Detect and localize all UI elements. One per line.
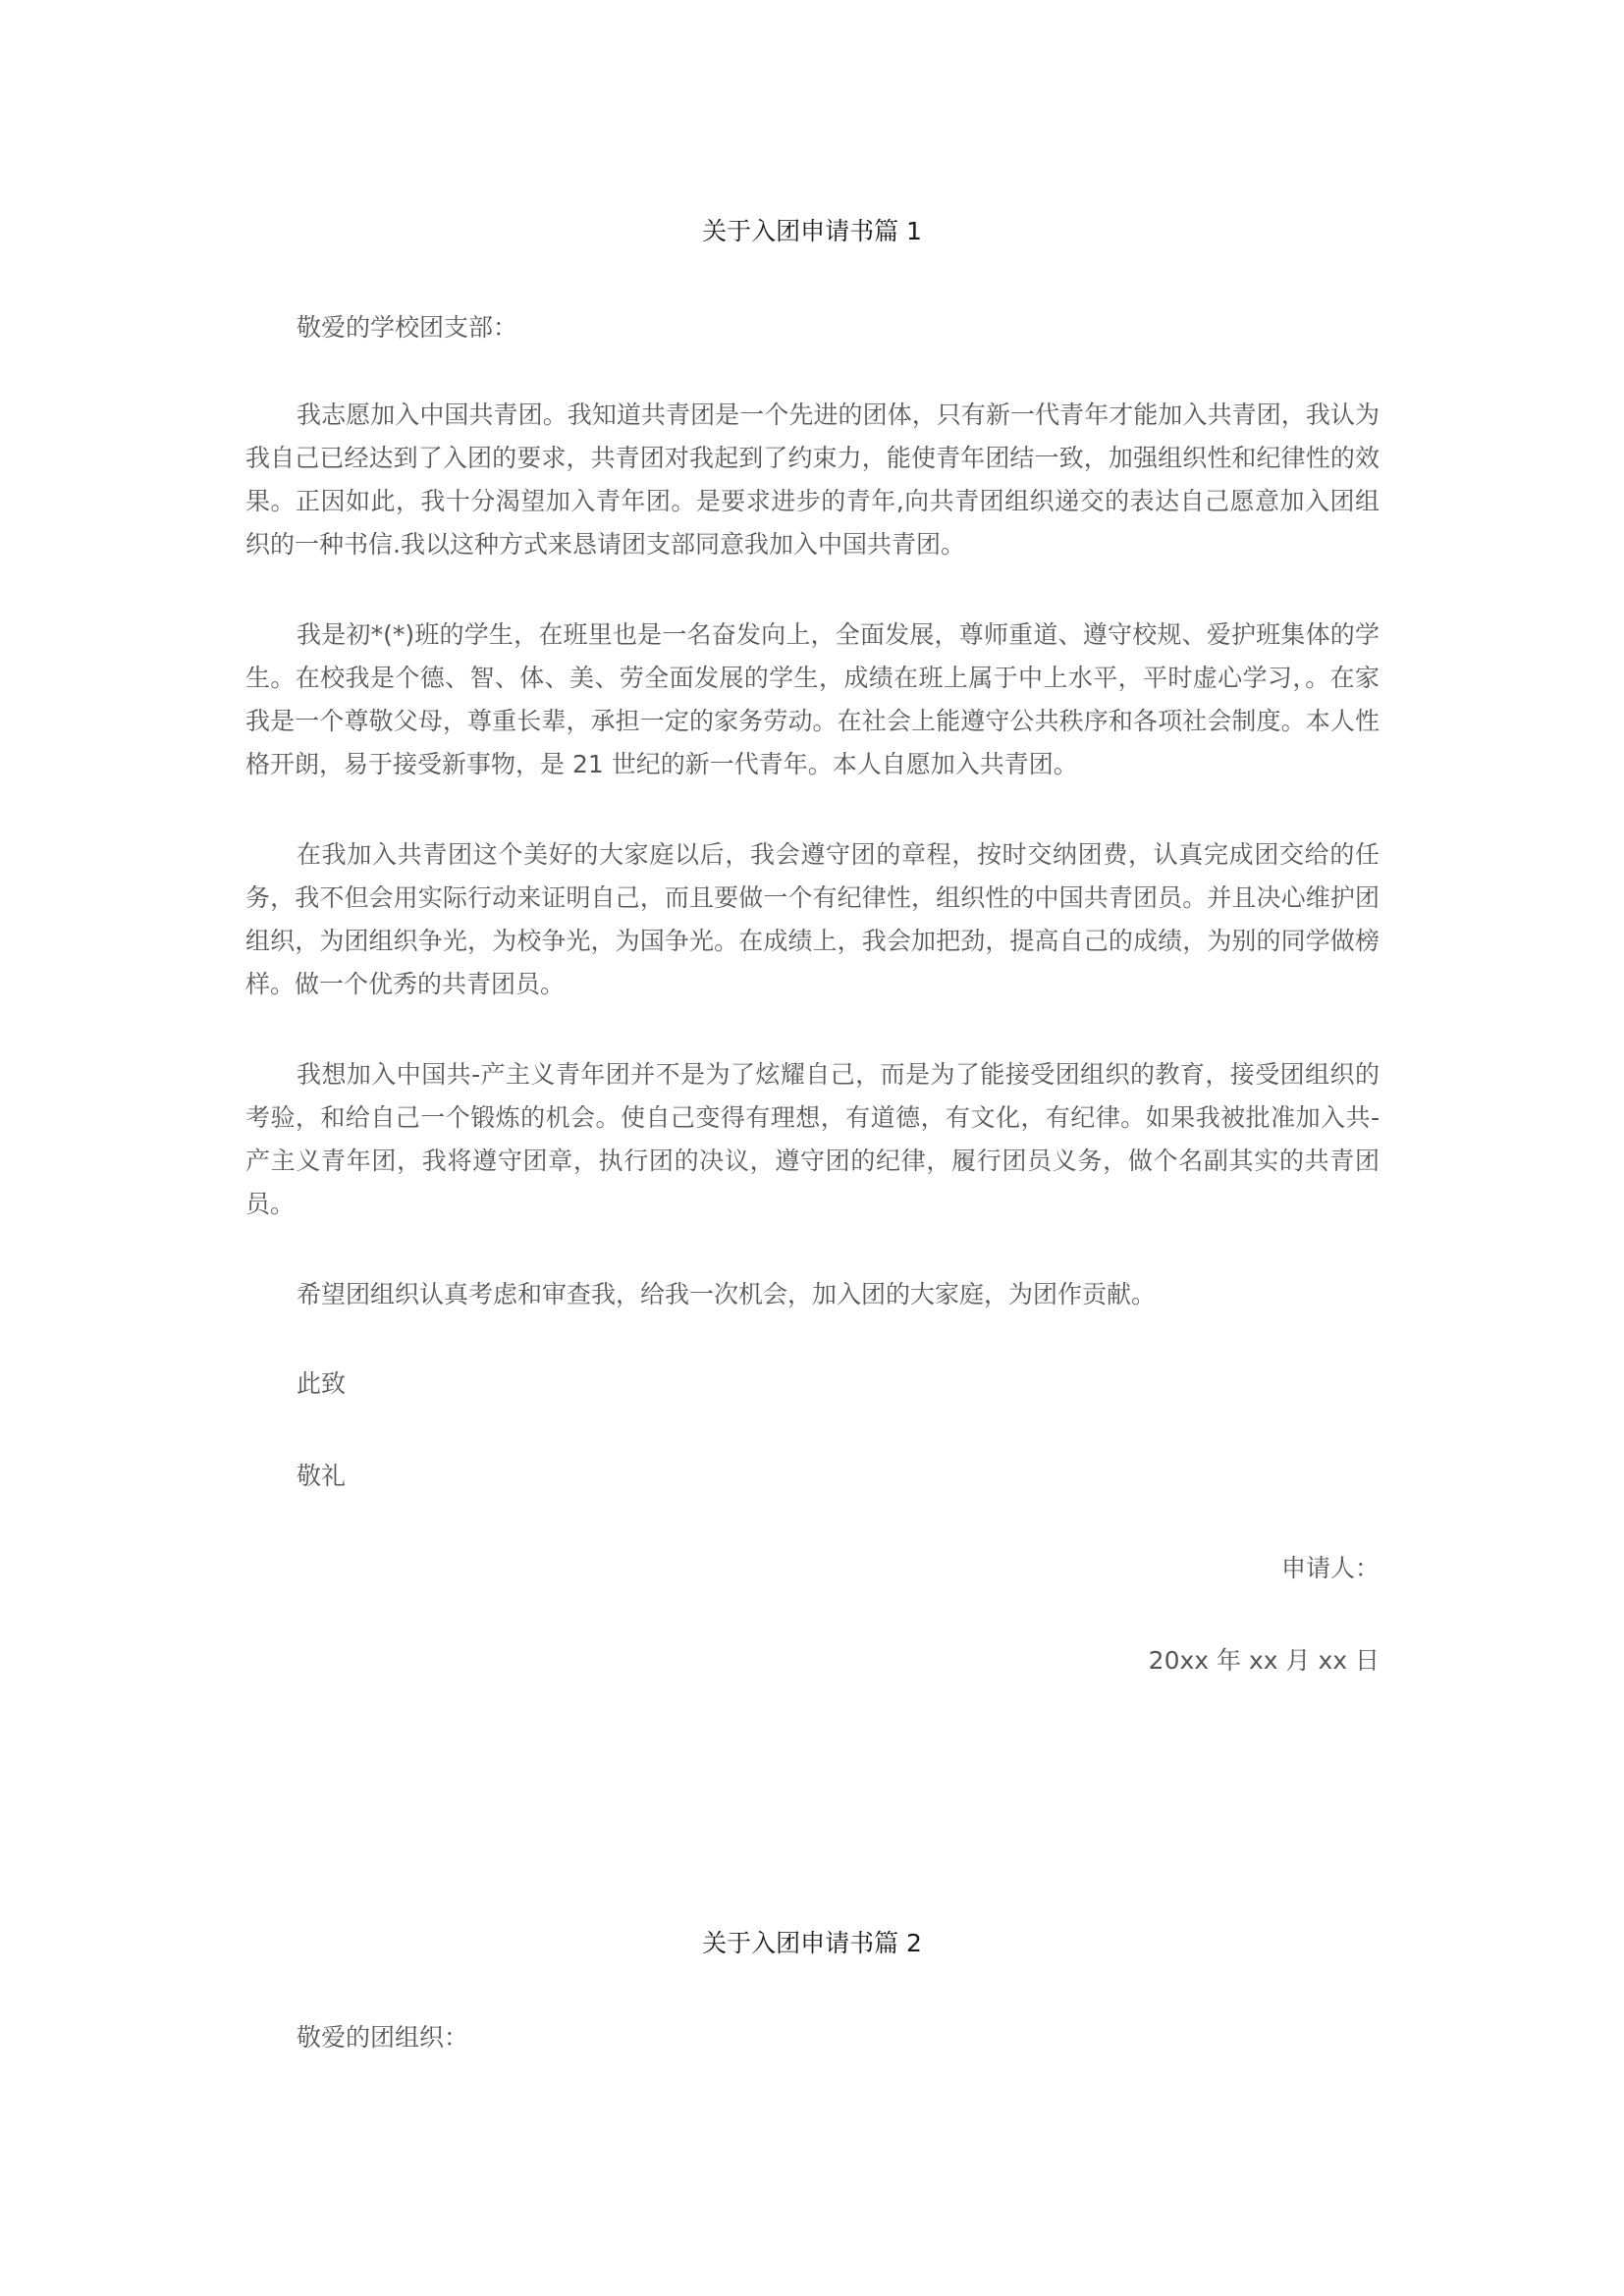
article1-title: 关于入团申请书篇 1 [702,217,922,245]
article1-paragraph-1: 我志愿加入中国共青团。我知道共青团是一个先进的团体，只有新一代青年才能加入共青团，我认为我自己已经达到了入团的要求，共青团对我起到了约束力，能使青年团结一致，加强组织性和纪律性的效果。正因如此，我十分渴望加入青年团。是要求进步的青年,向共青团组织递交的表达自己愿意加入团组织的一种书信.我以这种方式来恳请团支部同意我加入中国共青团。 [245,400,1380,559]
article1-closing-cizhi: 此致 [297,1369,347,1398]
article1-paragraph-2: 我是初*(*)班的学生，在班里也是一名奋发向上，全面发展，尊师重道、遵守校规、爱护班集体的学生。在校我是个德、智、体、美、劳全面发展的学生，成绩在班上属于中上水平，平时虚心学习，。在家我是一个尊敬父母，尊重长辈，承担一定的家务劳动。在社会上能遵守公共秩序和各项社会制度。本人性格开朗，易于接受新事物，是 21 世纪的新一代青年。本人自愿加入共青团。 [245,620,1380,778]
article2-salutation: 敬爱的团组织： [297,2023,469,2052]
article1-applicant: 申请人： [1280,1554,1380,1582]
article1-salutation: 敬爱的学校团支部： [297,313,518,342]
article1-closing-jingli: 敬礼 [297,1462,347,1490]
article1-paragraph-3: 在我加入共青团这个美好的大家庭以后，我会遵守团的章程，按时交纳团费，认真完成团交给的任务，我不但会用实际行动来证明自己，而且要做一个有纪律性，组织性的中国共青团员。并且决心维护团组织，为团组织争光，为校争光，为国争光。在成绩上，我会加把劲，提高自己的成绩，为别的同学做榜样。做一个优秀的共青团员。 [245,840,1380,998]
article1-paragraph-5: 希望团组织认真考虑和审查我，给我一次机会，加入团的大家庭，为团作贡献。 [297,1280,1157,1308]
article1-date: 20xx 年 xx 月 xx 日 [1148,1646,1380,1675]
article2-title: 关于入团申请书篇 2 [702,1929,922,1957]
article1-paragraph-4: 我想加入中国共-产主义青年团并不是为了炫耀自己，而是为了能接受团组织的教育，接受团组织的考验，和给自己一个锻炼的机会。使自己变得有理想，有道德，有文化，有纪律。如果我被批准加入共-产主义青年团，我将遵守团章，执行团的决议，遵守团的纪律，履行团员义务，做个名副其实的共青团员。 [245,1060,1380,1218]
